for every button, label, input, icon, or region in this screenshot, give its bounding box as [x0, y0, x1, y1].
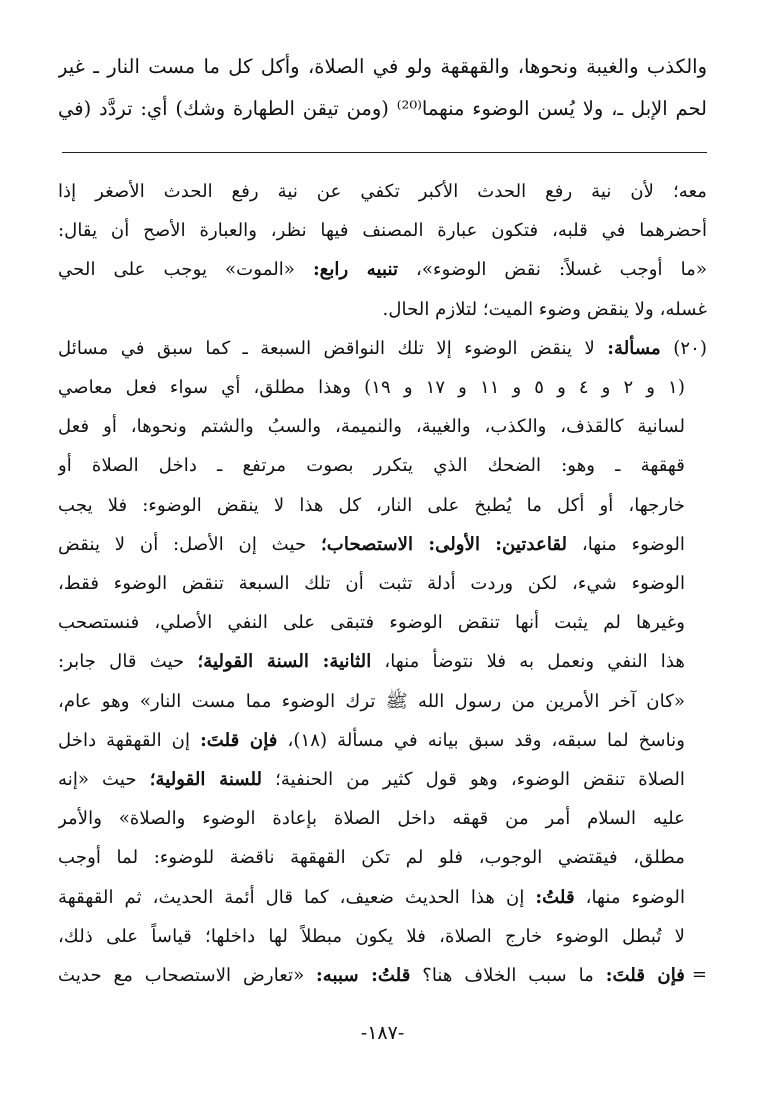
footnote-heading: فإن قلتَ:: [200, 729, 278, 751]
main-text-line: والكذب والغيبة ونحوها، والقهقهة ولو في الصلاة، وأكل كل ما مست النار ـ غير: [58, 55, 707, 78]
footnote-line: قهقهة ـ وهو: الضحك الذي يتكرر بصوت مرتفع ـ داخل الصلاة أو: [58, 455, 685, 477]
footnote-heading: تنبيه رابع:: [312, 259, 399, 281]
footnote-line: [58, 329, 707, 368]
footnote-text: الوضوء منها،: [574, 886, 685, 908]
footnote-heading: الثانية: السنة القولية؛: [197, 651, 372, 673]
continuation-mark: =: [691, 964, 707, 985]
footnote-line: «كان آخر الأمرين من رسول الله ﷺ ترك الوضوء مما مست النار» وهو عام،: [58, 690, 685, 712]
footnote-text: ما سبب الخلاف هنا؟: [410, 965, 606, 987]
footnote-line: [58, 525, 707, 564]
footnote-line: لسانية كالقذف، والكذب، والغيبة، والنميمة، والسبُ والشتم ونحوها، أو فعل: [58, 416, 685, 438]
footnote-text: الوضوء منها،: [567, 533, 685, 555]
footnote-line: [58, 956, 707, 995]
footnote-text: «ما أوجب غسلاً: نقض الوضوء»،: [398, 259, 707, 281]
footnote-text: حيث «إنه: [58, 769, 150, 791]
footnote-text: الصلاة تنقض الوضوء، وهو قول كثير من الحنفية؛: [262, 769, 685, 791]
footnote-line: الوضوء شيء، لكن وردت أدلة تثبت أن تلك السبعة تنقض الوضوء فقط،: [58, 573, 685, 595]
footnote-line: خارجها، أو أكل ما يُطبخ على النار، كل هذا لا ينقض الوضوء: فلا يجب: [58, 494, 685, 516]
footnote-line: لا تُبطل الوضوء خارج الصلاة، فلا يكون مبطلاً لها داخلها؛ قياساً على ذلك،: [58, 925, 685, 947]
footnote-text: «الموت» يوجب على الحي: [58, 259, 313, 281]
footnote-line: عليه السلام أمر من قهقه داخل الصلاة بإعادة الوضوء والصلاة» والأمر: [58, 808, 685, 830]
page-number: -١٨٧-: [360, 1022, 405, 1044]
footnote-text: حيث قال جابر:: [58, 651, 198, 673]
footnote-line: غسله، ولا ينقض وضوء الميت؛ لتلازم الحال.: [382, 298, 707, 320]
main-text: [58, 46, 707, 130]
footnote-line: [58, 642, 707, 681]
footnotes: [58, 172, 707, 995]
footnote-line: [58, 760, 707, 799]
footnote-heading: قلتُ: سببه:: [316, 965, 411, 987]
footnote-line: وغيرها لم يثبت أنها تنقض الوضوء فتبقى على النفي الأصلي، فنستصحب: [58, 612, 685, 634]
footnote-text: «تعارض الاستصحاب مع حديث: [58, 965, 317, 987]
footnote-line: (١ و ٢ و ٤ و ٥ و ١١ و ١٧ و ١٩) وهذا مطلق، أي سواء فعل معاصي: [58, 377, 685, 399]
footnote-text: إن هذا الحديث ضعيف، كما قال أئمة الحديث، ثم القهقهة: [58, 886, 536, 908]
footnote-heading: فإن قلتَ:: [605, 965, 685, 987]
footnote-line: معه؛ لأن نية رفع الحدث الأكبر تكفي عن نية رفع الحدث الأصغر إذا: [58, 181, 707, 202]
footnote-line: [58, 878, 707, 917]
footnote-text: لا ينقض الوضوء إلا تلك النواقض السبعة ـ كما سبق في مسائل: [58, 337, 608, 359]
footnote-line: أحضرهما في قلبه، فتكون عبارة المصنف فيها نظر، والعبارة الأصح أن يقال:: [58, 220, 707, 242]
footnote-heading: مسألة:: [607, 337, 661, 359]
footnote-line: مطلق، فيقتضي الوجوب، فلو لم تكن القهقهة ناقضة للوضوء: لما أوجب: [58, 847, 685, 869]
footnote-text: حيث إن الأصل: أن لا ينقض: [58, 533, 321, 555]
footnote-separator: [62, 152, 707, 153]
footnote-line: [58, 250, 707, 289]
footnote-heading: للسنة القولية؛: [149, 769, 263, 791]
footnote-text: إن القهقهة داخل: [58, 729, 201, 751]
footnote-line: [58, 721, 707, 760]
footnote-number: (٢٠): [660, 337, 707, 359]
footnote-heading: لقاعدتين: الأولى: الاستصحاب؛: [321, 533, 568, 555]
footnote-text: هذا النفي ونعمل به فلا نتوضأ منها،: [371, 651, 685, 673]
main-text-line: لحم الإبل ـ، ولا يُسن الوضوء منهما⁽²⁰⁾ (ومن تيقن الطهارة وشك) أي: تردَّد (في: [58, 97, 707, 120]
footnote-text: وناسخ لما سبقه، وقد سبق بيانه في مسألة (١٨)،: [277, 729, 685, 751]
footnote-heading: قلتُ:: [535, 886, 575, 908]
